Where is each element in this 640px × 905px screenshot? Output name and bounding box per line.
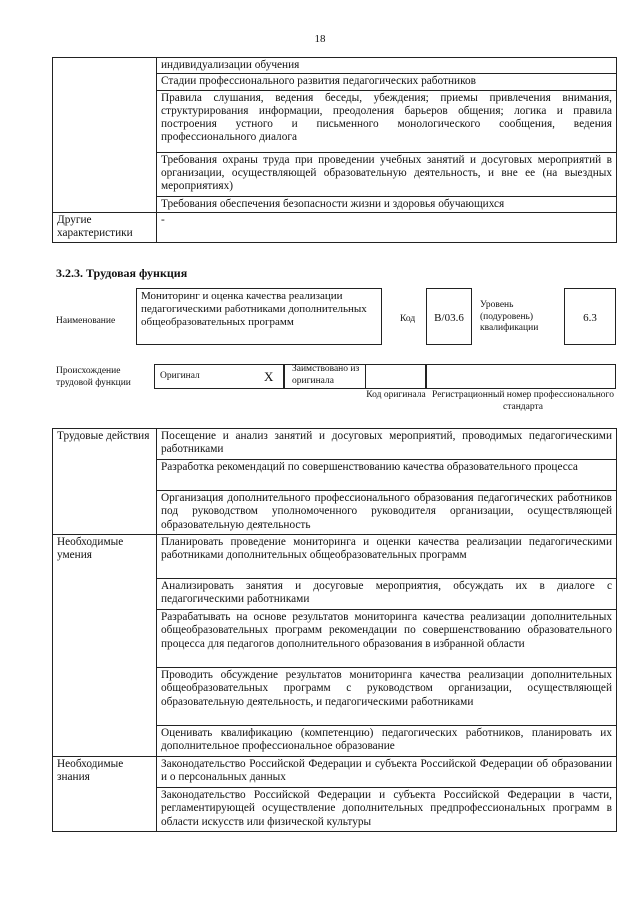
required-skill: Планировать проведение мониторинга и оценки качества реализации педагогическими работниками дополнительных общеобразовательных программ bbox=[157, 535, 617, 579]
reg-number-box bbox=[426, 364, 616, 389]
labor-action: Разработка рекомендаций по совершенствованию качества образовательного процесса bbox=[157, 460, 617, 491]
reg-number-caption: Регистрационный номер профессионального стандарта bbox=[432, 390, 614, 412]
labor-action: Посещение и анализ занятий и досуговых мероприятий, проводимых педагогическими работниками bbox=[157, 429, 617, 460]
required-skill: Анализировать занятия и досуговые мероприятия, обсуждать их в диалоге с педагогическими работниками bbox=[157, 579, 617, 610]
required-skill: Проводить обсуждение результатов мониторинга качества реализации дополнительных общеобразовательных программ с руководством организации, осуществляющей образовательную деятельность, и педагогическими работниками bbox=[157, 668, 617, 726]
page-number: 18 bbox=[314, 33, 326, 45]
top-table-row: Требования охраны труда при проведении учебных занятий и досуговых мероприятий в организации, осуществляющей образовательную деятельность, и вне ее (на выездных мероприятиях) bbox=[157, 152, 617, 196]
labor-actions-label: Трудовые действия bbox=[53, 429, 157, 535]
required-knowledge: Законодательство Российской Федерации и субъекта Российской Федерации в части, регламентирующей осуществление дополнительных предпрофессиональных программ в области искусств или физической культуры bbox=[157, 788, 617, 832]
code-label: Код bbox=[400, 314, 416, 324]
section-title: 3.2.3. Трудовая функция bbox=[56, 266, 188, 280]
top-table-left-cell bbox=[53, 58, 157, 213]
other-characteristics-value: - bbox=[157, 212, 617, 242]
required-knowledge: Законодательство Российской Федерации и субъекта Российской Федерации об образовании и о персональных данных bbox=[157, 757, 617, 788]
original-mark: X bbox=[264, 369, 274, 384]
level-label: Уровень (подуровень) квалификации bbox=[480, 300, 539, 333]
function-code: В/03.6 bbox=[426, 288, 472, 345]
origin-label: Происхождение трудовой функции bbox=[56, 366, 131, 388]
function-name: Мониторинг и оценка качества реализации педагогическими работниками дополнительных общеобразовательных программ bbox=[136, 288, 382, 345]
borrowed-label: Заимствовано из оригинала bbox=[292, 364, 360, 386]
required-skill: Разрабатывать на основе результатов мониторинга качества реализации дополнительных общеобразовательных программ рекомендации по совершенствованию образовательного процесса для педагогов дополнительного образования в избранной области bbox=[157, 610, 617, 668]
top-table-row: Стадии профессионального развития педагогических работников bbox=[157, 74, 617, 90]
required-skill: Оценивать квалификацию (компетенцию) педагогических работников, планировать их дополнительное профессиональное образование bbox=[157, 726, 617, 757]
top-table bbox=[52, 57, 617, 243]
code-original-box bbox=[366, 364, 426, 389]
code-original-caption: Код оригинала bbox=[366, 390, 426, 400]
other-characteristics-label: Другие характеристики bbox=[53, 212, 157, 242]
name-label: Наименование bbox=[56, 316, 116, 326]
top-table-row: Правила слушания, ведения беседы, убеждения; приемы привлечения внимания, структурирования информации, преодоления барьеров общения; логика и правила построения устного и письменного монологического сообщения, ведения профессионального диалога bbox=[157, 90, 617, 152]
original-label: Оригинал bbox=[160, 371, 200, 381]
qualification-level: 6.3 bbox=[564, 288, 616, 345]
top-table-row: индивидуализации обучения bbox=[157, 58, 617, 74]
main-table bbox=[52, 428, 617, 832]
required-skills-label: Необходимые умения bbox=[53, 535, 157, 757]
top-table-row: Требования обеспечения безопасности жизни и здоровья обучающихся bbox=[157, 196, 617, 212]
labor-action: Организация дополнительного профессионального образования педагогических работников под руководством уполномоченного руководителя организации, осуществляющей образовательную деятельность bbox=[157, 491, 617, 535]
required-knowledge-label: Необходимые знания bbox=[53, 757, 157, 832]
